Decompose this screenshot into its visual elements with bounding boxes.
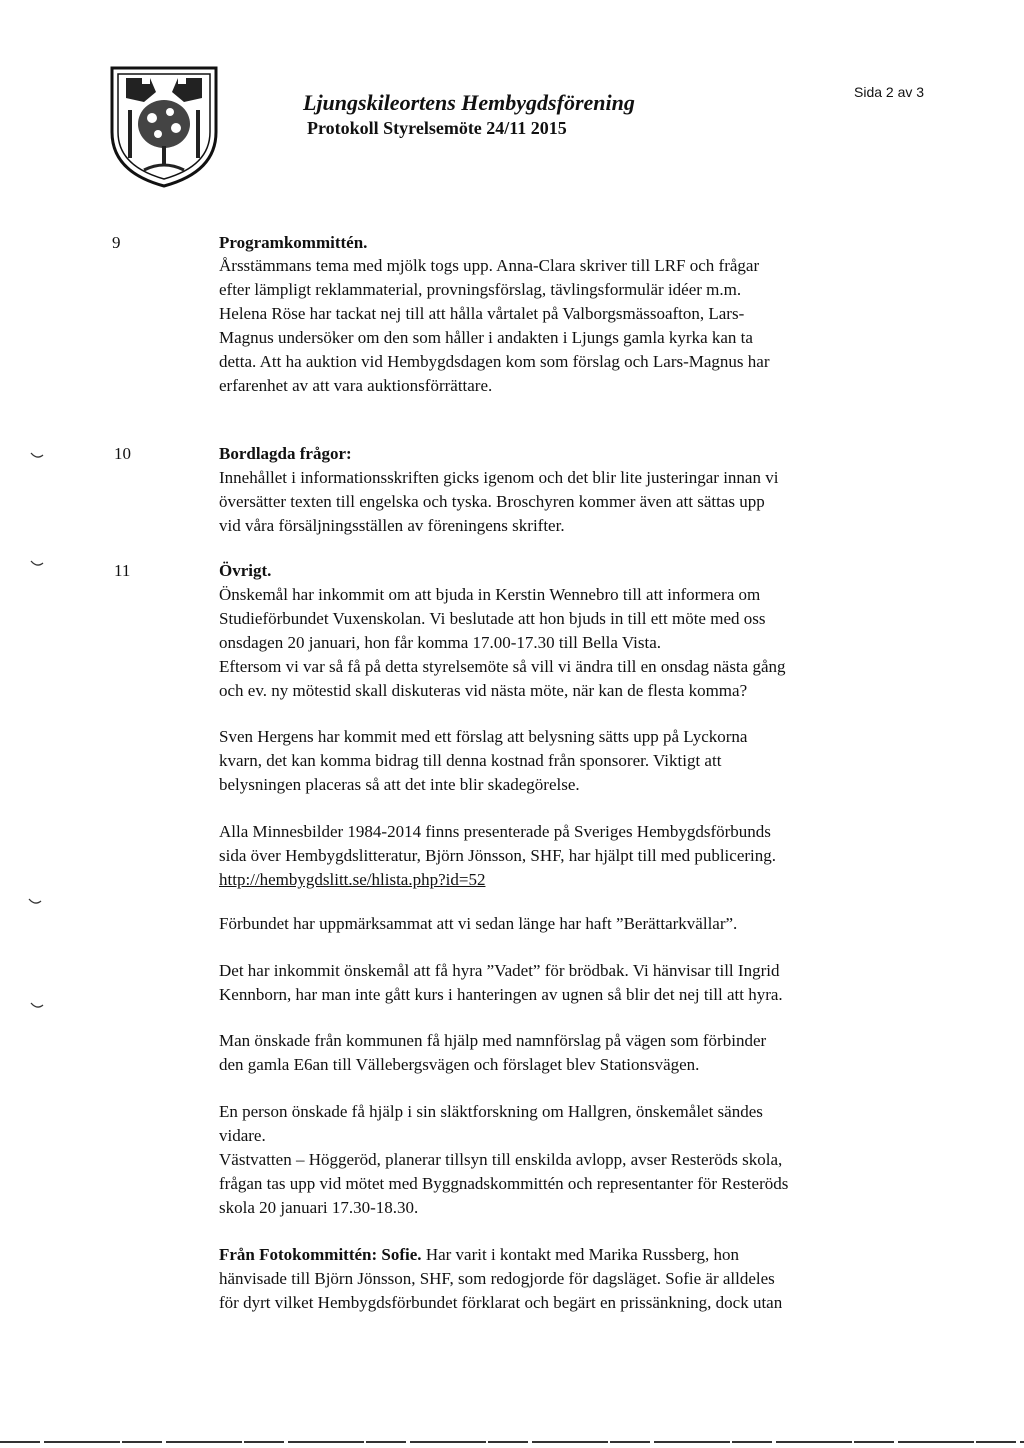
body-line-fragment: Har varit i kontakt med Marika Russberg, hon bbox=[425, 1245, 739, 1264]
protocol-title: Protokoll Styrelsemöte 24/11 2015 bbox=[307, 118, 567, 138]
body-line: och ev. ny mötestid skall diskuteras vid nästa möte, när kan de flesta komma? bbox=[219, 681, 748, 700]
margin-tick-mark bbox=[30, 452, 44, 460]
body-line: den gamla E6an till Vällebergsvägen och förslaget blev Stationsvägen. bbox=[219, 1055, 700, 1074]
margin-tick-mark bbox=[28, 898, 42, 906]
body-line: detta. Att ha auktion vid Hembygdsdagen kom som förslag och Lars-Magnus har bbox=[219, 352, 770, 371]
body-line: Västvatten – Höggeröd, planerar tillsyn till enskilda avlopp, avser Resteröds skola, bbox=[219, 1150, 783, 1169]
coat-of-arms-logo bbox=[104, 62, 224, 190]
body-line: Förbundet har uppmärksammat att vi sedan länge har haft ”Berättarkvällar”. bbox=[219, 914, 738, 933]
body-line: Önskemål har inkommit om att bjuda in Kerstin Wennebro till att informera om bbox=[219, 585, 761, 604]
section-heading-bordlagda-fragor: Bordlagda frågor: bbox=[219, 444, 352, 463]
section-number-11: 11 bbox=[114, 561, 131, 580]
body-line: Helena Röse har tackat nej till att hålla vårtalet på Valborgsmässoafton, Lars- bbox=[219, 304, 745, 323]
body-line: skola 20 januari 17.30-18.30. bbox=[219, 1198, 419, 1217]
body-line: Studieförbundet Vuxenskolan. Vi beslutade att hon bjuds in till ett möte med oss bbox=[219, 609, 766, 628]
body-line: erfarenhet av att vara auktionsförrättare. bbox=[219, 376, 493, 395]
fotokommitten-label: Från Fotokommittén: Sofie. bbox=[219, 1245, 422, 1264]
body-line: vidare. bbox=[219, 1126, 266, 1145]
body-line: hänvisade till Björn Jönsson, SHF, som redogjorde för dagsläget. Sofie är alldeles bbox=[219, 1269, 775, 1288]
body-line: onsdagen 20 januari, hon får komma 17.00-17.30 till Bella Vista. bbox=[219, 633, 661, 652]
body-line: för dyrt vilket Hembygdsförbundet förklarat och begärt en prissänkning, dock utan bbox=[219, 1293, 783, 1312]
hembygdslitteratur-link[interactable]: http://hembygdslitt.se/hlista.php?id=52 bbox=[219, 870, 486, 889]
page-bottom-rule bbox=[0, 1441, 1024, 1443]
body-line: Årsstämmans tema med mjölk togs upp. Anna-Clara skriver till LRF och frågar bbox=[219, 256, 760, 275]
body-line: Eftersom vi var så få på detta styrelsemöte så vill vi ändra till en onsdag nästa gång bbox=[219, 657, 786, 676]
section-number-10: 10 bbox=[114, 444, 131, 463]
fotokommitten-line bbox=[219, 1245, 739, 1265]
body-line: vid våra försäljningsställen av föreningens skrifter. bbox=[219, 516, 565, 535]
body-line: Alla Minnesbilder 1984-2014 finns presenterade på Sveriges Hembygdsförbunds bbox=[219, 822, 771, 841]
body-line: Innehållet i informationsskriften gicks igenom och det blir lite justeringar innan vi bbox=[219, 468, 779, 487]
body-line: Man önskade från kommunen få hjälp med namnförslag på vägen som förbinder bbox=[219, 1031, 767, 1050]
body-line: översätter texten till engelska och tyska. Broschyren kommer även att sättas upp bbox=[219, 492, 765, 511]
body-line: kvarn, det kan komma bidrag till denna kostnad från sponsorer. Viktigt att bbox=[219, 751, 722, 770]
body-line: sida över Hembygdslitteratur, Björn Jönsson, SHF, har hjälpt till med publicering. bbox=[219, 846, 776, 865]
body-line: efter lämpligt reklammaterial, provningsförslag, tävlingsformulär idéer m.m. bbox=[219, 280, 742, 299]
section-heading-programkommitten: Programkommittén. bbox=[219, 233, 368, 252]
section-number-9: 9 bbox=[112, 233, 121, 252]
body-line: frågan tas upp vid mötet med Byggnadskommittén och representanter för Resteröds bbox=[219, 1174, 789, 1193]
body-line: Sven Hergens har kommit med ett förslag att belysning sätts upp på Lyckorna bbox=[219, 727, 748, 746]
margin-tick-mark bbox=[30, 560, 44, 568]
margin-tick-mark bbox=[30, 1002, 44, 1010]
body-line: Det har inkommit önskemål att få hyra ”Vadet” för brödbak. Vi hänvisar till Ingrid bbox=[219, 961, 780, 980]
body-line: belysningen placeras så att det inte blir skadegörelse. bbox=[219, 775, 580, 794]
page-number: Sida 2 av 3 bbox=[854, 84, 925, 100]
body-line: En person önskade få hjälp i sin släktforskning om Hallgren, önskemålet sändes bbox=[219, 1102, 763, 1121]
body-line: Magnus undersöker om den som håller i andakten i Ljungs gamla kyrka kan ta bbox=[219, 328, 753, 347]
section-heading-ovrigt: Övrigt. bbox=[219, 561, 272, 580]
organization-name: Ljungskileortens Hembygdsförening bbox=[303, 90, 635, 115]
body-line: Kennborn, har man inte gått kurs i hanteringen av ugnen så blir det nej till att hyra. bbox=[219, 985, 783, 1004]
